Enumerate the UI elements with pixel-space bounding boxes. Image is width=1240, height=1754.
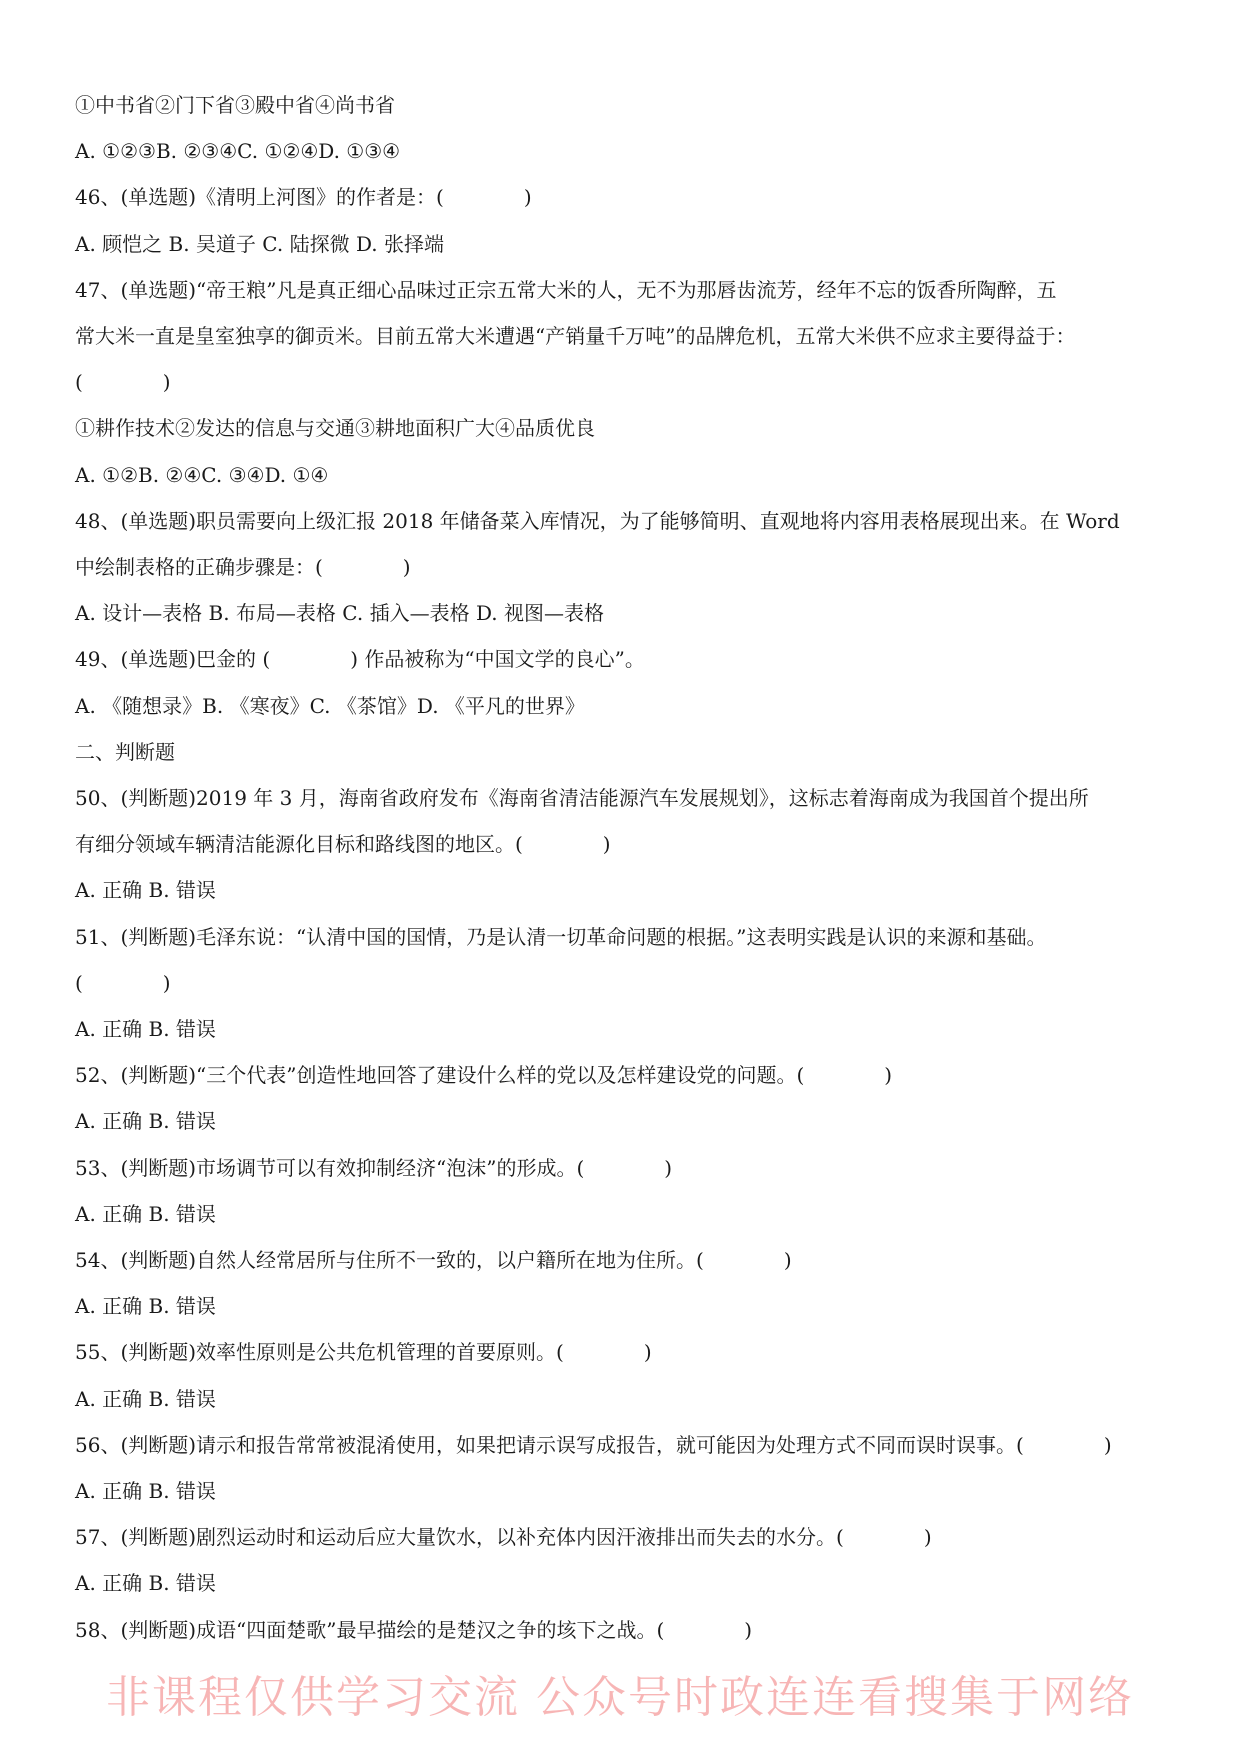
text-line: ①耕作技术②发达的信息与交通③耕地面积广大④品质优良: [75, 416, 595, 441]
text-line: A. 正确 B. 错误: [75, 1571, 216, 1596]
text-line: 53、(判断题)市场调节可以有效抑制经济“泡沫”的形成。( ): [75, 1155, 673, 1180]
text-line: A. 正确 B. 错误: [75, 878, 216, 903]
text-line: ( ): [75, 970, 171, 995]
text-line: ①中书省②门下省③殿中省④尚书省: [75, 93, 395, 117]
text-line: 57、(判断题)剧烈运动时和运动后应大量饮水，以补充体内因汗液排出而失去的水分。( ): [75, 1525, 932, 1550]
text-line: A. 正确 B. 错误: [75, 1109, 216, 1134]
text-line: 46、(单选题)《清明上河图》的作者是：( ): [75, 185, 532, 210]
watermark: 非课程仅供学习交流 公众号时政连连看搜集于网络: [106, 1672, 1134, 1723]
text-line: 49、(单选题)巴金的 ( ) 作品被称为“中国文学的良心”。: [75, 647, 645, 672]
text-line: 47、(单选题)“帝王粮”凡是真正细心品味过正宗五常大米的人，无不为那唇齿流芳，经年不忘的饭香所陶醉，五: [75, 277, 1057, 302]
text-line: 56、(判断题)请示和报告常常被混淆使用，如果把请示误写成报告，就可能因为处理方式不同而误时误事。( ): [75, 1432, 1112, 1457]
text-line: A. 顾恺之 B. 吴道子 C. 陆探微 D. 张择端: [75, 231, 444, 256]
text-line: 50、(判断题)2019 年 3 月，海南省政府发布《海南省清洁能源汽车发展规划》，这标志着海南成为我国首个提出所: [75, 786, 1089, 810]
text-line: A. 正确 B. 错误: [75, 1017, 216, 1041]
text-line: 52、(判断题)“三个代表”创造性地回答了建设什么样的党以及怎样建设党的问题。( ): [75, 1063, 893, 1088]
text-line: 有细分领域车辆清洁能源化目标和路线图的地区。( ): [75, 832, 611, 857]
text-line: 48、(单选题)职员需要向上级汇报 2018 年储备菜入库情况，为了能够简明、直观地将内容用表格展现出来。在 Word: [75, 508, 1120, 533]
text-line: 55、(判断题)效率性原则是公共危机管理的首要原则。( ): [75, 1340, 652, 1365]
text-line: A. 正确 B. 错误: [75, 1479, 216, 1503]
text-line: 54、(判断题)自然人经常居所与住所不一致的，以户籍所在地为住所。( ): [75, 1248, 792, 1272]
text-line: 二、判断题: [75, 739, 175, 764]
text-line: 51、(判断题)毛泽东说：“认清中国的国情，乃是认清一切革命问题的根据。”这表明实践是认识的来源和基础。: [75, 924, 1047, 949]
text-line: 中绘制表格的正确步骤是：( ): [75, 555, 411, 579]
text-line: 常大米一直是皇室独享的御贡米。目前五常大米遭遇“产销量千万吨”的品牌危机，五常大米供不应求主要得益于：: [75, 324, 1076, 348]
text-line: A. ①②B. ②④C. ③④D. ①④: [75, 462, 329, 487]
text-line: A. 《随想录》B. 《寒夜》C. 《茶馆》D. 《平凡的世界》: [75, 693, 585, 718]
text-line: A. 正确 B. 错误: [75, 1386, 216, 1411]
text-line: A. 正确 B. 错误: [75, 1294, 216, 1319]
text-line: A. ①②③B. ②③④C. ①②④D. ①③④: [75, 139, 401, 164]
text-line: A. 正确 B. 错误: [75, 1201, 216, 1226]
text-line: A. 设计—表格 B. 布局—表格 C. 插入—表格 D. 视图—表格: [75, 601, 604, 626]
text-line: ( ): [75, 370, 171, 395]
text-line: 58、(判断题)成语“四面楚歌”最早描绘的是楚汉之争的垓下之战。( ): [75, 1617, 753, 1642]
